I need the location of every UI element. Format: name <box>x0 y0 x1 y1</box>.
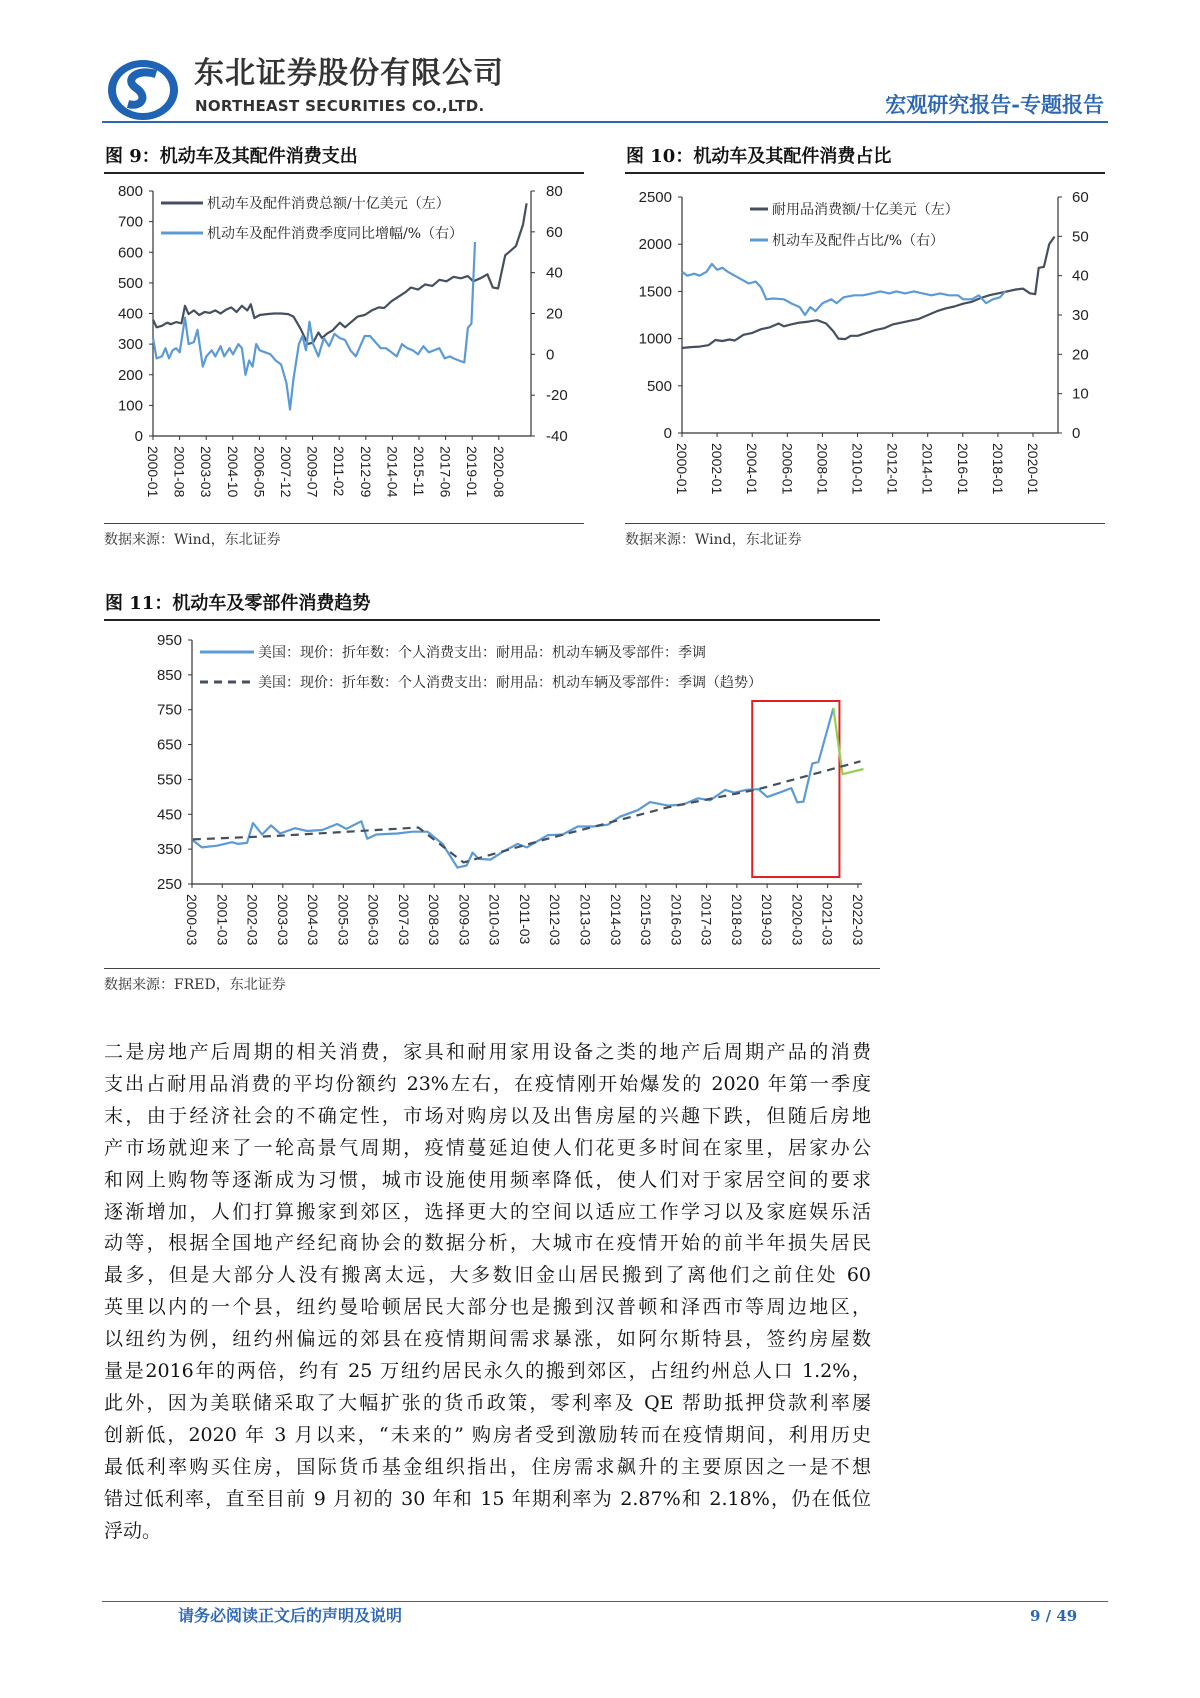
x-tick-label: 2007-12 <box>278 446 294 498</box>
paragraph-line: 量是2016年的两倍，约有 25 万纽约居民永久的搬到郊区，占纽约州总人口 1.2%， <box>104 1360 871 1382</box>
y-right-tick-label: 0 <box>546 346 555 364</box>
x-tick-label: 2006-01 <box>779 443 796 495</box>
x-tick-label: 2016-01 <box>954 443 971 495</box>
y-tick-label: 350 <box>156 841 182 859</box>
paragraph-line: 二是房地产后周期的相关消费，家具和耐用家用设备之类的地产后周期产品的消费 <box>104 1041 871 1063</box>
x-tick-label: 2000-01 <box>145 446 161 498</box>
y-tick-label: 100 <box>117 397 143 415</box>
paragraph-line: 以纽约为例，纽约州偏远的郊县在疫情期间需求暴涨，如阿尔斯特县，签约房屋数 <box>104 1328 871 1351</box>
x-tick-label: 2004-03 <box>305 894 322 946</box>
paragraph-line: 英里以内的一个县，纽约曼哈顿居民大部分也是搬到汉普顿和泽西市等周边地区， <box>104 1296 871 1319</box>
y-tick-label: 300 <box>117 336 143 354</box>
x-tick-label: 2011-03 <box>516 894 533 945</box>
figure-9-title: 图 9：机动车及其配件消费支出 <box>105 146 358 167</box>
figure-10-title: 图 10：机动车及其配件消费占比 <box>626 146 892 167</box>
x-tick-label: 2017-06 <box>437 446 454 498</box>
y-tick-label: 750 <box>156 701 182 719</box>
y-tick-label: 800 <box>117 183 143 200</box>
y-tick-label: 0 <box>134 428 143 445</box>
y-tick-label: 500 <box>646 377 672 395</box>
y-right-tick-label: 20 <box>1072 346 1089 364</box>
x-tick-label: 2017-03 <box>698 894 715 946</box>
x-tick-label: 2012-03 <box>547 894 564 946</box>
x-tick-label: 2020-03 <box>789 894 806 946</box>
y-right-tick-label: 30 <box>1072 307 1089 324</box>
page-number: 9 / 49 <box>1030 1607 1078 1625</box>
series-line-green <box>833 708 863 774</box>
x-tick-label: 2008-03 <box>426 894 443 946</box>
x-tick-label: 2004-10 <box>224 446 241 498</box>
x-tick-label: 2018-01 <box>989 443 1006 495</box>
legend-label: 耐用品消费额/十亿美元（左） <box>772 202 959 218</box>
legend-label: 机动车及配件消费季度同比增幅/%（右） <box>207 226 464 242</box>
y-right-tick-label: 10 <box>1072 385 1089 403</box>
y-tick-label: 2000 <box>638 236 672 254</box>
x-tick-label: 2020-08 <box>490 446 507 498</box>
paragraph-line: 此外，因为美联储采取了大幅扩张的货币政策，零利率及 QE 帮助抵押贷款利率屡 <box>104 1391 871 1414</box>
y-right-tick-label: 60 <box>1072 189 1089 206</box>
x-tick-label: 2002-01 <box>709 443 726 495</box>
x-tick-label: 2010-03 <box>486 894 503 946</box>
y-tick-label: 2500 <box>638 189 672 206</box>
y-tick-label: 950 <box>156 632 182 649</box>
y-right-tick-label: 40 <box>546 264 563 282</box>
x-tick-label: 2004-01 <box>744 443 761 495</box>
paragraph-line: 动等，根据全国地产经纪商协会的数据分析，大城市在疫情开始的前半年损失居民 <box>104 1232 871 1255</box>
y-tick-label: 600 <box>117 244 143 262</box>
y-tick-label: 1500 <box>638 283 672 301</box>
x-tick-label: 2016-03 <box>668 894 685 946</box>
x-tick-label: 2006-03 <box>365 894 382 946</box>
x-tick-label: 2022-03 <box>849 894 866 946</box>
highlight-box <box>752 701 839 877</box>
paragraph-line: 产市场就迎来了一轮高景气周期，疫情蔓延迫使人们花更多时间在家里，居家办公 <box>104 1136 871 1159</box>
x-tick-label: 2021-03 <box>819 894 836 946</box>
x-tick-label: 2018-03 <box>728 894 745 946</box>
paragraph-line: 末，由于经济社会的不确定性，市场对购房以及出售房屋的兴趣下跌，但随后房地 <box>104 1104 871 1127</box>
figure-11-source: 数据来源：FRED，东北证券 <box>104 977 286 993</box>
paragraph-line: 创新低，2020 年 3 月以来，“未来的” 购房者受到激励转而在疫情期间，利用历史 <box>104 1423 871 1446</box>
y-tick-label: 850 <box>156 666 182 684</box>
x-tick-label: 2012-01 <box>884 443 901 495</box>
x-tick-label: 2015-11 <box>411 446 427 497</box>
x-tick-label: 2014-04 <box>384 446 401 498</box>
y-right-tick-label: 50 <box>1072 228 1089 246</box>
series-line-light <box>193 708 834 868</box>
figure-11-bottom-rule <box>104 968 880 969</box>
x-tick-label: 2012-09 <box>357 446 374 498</box>
y-tick-label: 400 <box>117 305 143 323</box>
y-tick-label: 250 <box>156 876 182 893</box>
footer-divider <box>102 1601 1108 1602</box>
y-right-tick-label: -20 <box>546 387 568 405</box>
y-tick-label: 1000 <box>638 330 672 348</box>
y-right-tick-label: -40 <box>546 428 568 445</box>
legend-label: 机动车及配件占比/%（右） <box>772 233 945 249</box>
x-tick-label: 2014-03 <box>607 894 624 946</box>
x-tick-label: 2011-02 <box>331 446 348 497</box>
x-tick-label: 2010-01 <box>849 443 866 495</box>
y-right-tick-label: 60 <box>546 223 563 241</box>
paragraph-line: 最低利率购买住房，国际货币基金组织指出，住房需求飙升的主要原因之一是不想 <box>104 1455 871 1478</box>
company-name-en: NORTHEAST SECURITIES CO.,LTD. <box>195 97 485 115</box>
y-tick-label: 700 <box>117 213 143 231</box>
figure-11-chart <box>0 0 900 980</box>
paragraph-line: 支出占耐用品消费的平均份额约 23%左右，在疫情刚开始爆发的 2020 年第一季度 <box>104 1072 871 1095</box>
y-right-tick-label: 40 <box>1072 267 1089 285</box>
y-right-tick-label: 80 <box>546 183 563 200</box>
x-tick-label: 2003-03 <box>274 894 291 946</box>
x-tick-label: 2013-03 <box>577 894 594 946</box>
paragraph-line: 浮动。 <box>104 1519 162 1542</box>
x-tick-label: 2008-01 <box>814 443 831 495</box>
y-tick-label: 650 <box>156 736 182 754</box>
x-tick-label: 2000-01 <box>674 443 690 495</box>
y-tick-label: 450 <box>156 806 182 824</box>
paragraph-line: 最多，但是大部分人没有搬离太远，大多数旧金山居民搬到了离他们之前住处 60 <box>104 1264 871 1287</box>
figure-10-source: 数据来源：Wind，东北证券 <box>625 532 802 548</box>
figure-9-source: 数据来源：Wind，东北证券 <box>104 532 281 548</box>
paragraph-line: 错过低利率，直至目前 9 月初的 30 年和 15 年期利率为 2.87%和 2.18%，仍在低位 <box>104 1487 871 1510</box>
x-tick-label: 2003-03 <box>198 446 215 498</box>
y-right-tick-label: 20 <box>546 305 563 323</box>
y-tick-label: 200 <box>117 366 143 384</box>
x-tick-label: 2015-03 <box>638 894 655 946</box>
paragraph-line: 逐渐增加，人们打算搬家到郊区，选择更大的空间以适应工作学习以及家庭娱乐活 <box>104 1200 871 1223</box>
report-type: 宏观研究报告-专题报告 <box>885 92 1104 117</box>
company-name-cn: 东北证券股份有限公司 <box>194 56 504 91</box>
x-tick-label: 2005-03 <box>335 894 352 946</box>
legend-label: 机动车及配件消费总额/十亿美元（左） <box>207 196 450 212</box>
y-tick-label: 550 <box>156 771 182 789</box>
x-tick-label: 2006-05 <box>251 446 268 498</box>
x-tick-label: 2019-03 <box>759 894 776 946</box>
y-tick-label: 500 <box>117 274 143 292</box>
x-tick-label: 2009-07 <box>304 446 321 498</box>
x-tick-label: 2001-08 <box>171 446 188 498</box>
footer-disclaimer: 请务必阅读正文后的声明及说明 <box>178 1606 403 1625</box>
x-tick-label: 2020-01 <box>1025 443 1041 495</box>
x-tick-label: 2001-03 <box>214 894 231 946</box>
figure-11-title: 图 11：机动车及零部件消费趋势 <box>105 593 371 614</box>
x-tick-label: 2007-03 <box>395 894 412 946</box>
x-tick-label: 2009-03 <box>456 894 473 946</box>
x-tick-label: 2014-01 <box>919 443 936 495</box>
legend-label: 美国：现价：折年数：个人消费支出：耐用品：机动车辆及零部件：季调（趋势） <box>258 675 762 691</box>
x-tick-label: 2002-03 <box>244 894 261 946</box>
legend-label: 美国：现价：折年数：个人消费支出：耐用品：机动车辆及零部件：季调 <box>258 645 706 661</box>
y-right-tick-label: 0 <box>1072 425 1081 442</box>
paragraph-line: 和网上购物等逐渐成为习惯，城市设施使用频率降低，使人们对于家居空间的要求 <box>104 1168 871 1191</box>
x-tick-label: 2019-01 <box>464 446 481 498</box>
y-tick-label: 0 <box>663 425 672 442</box>
x-tick-label: 2000-03 <box>184 894 200 946</box>
